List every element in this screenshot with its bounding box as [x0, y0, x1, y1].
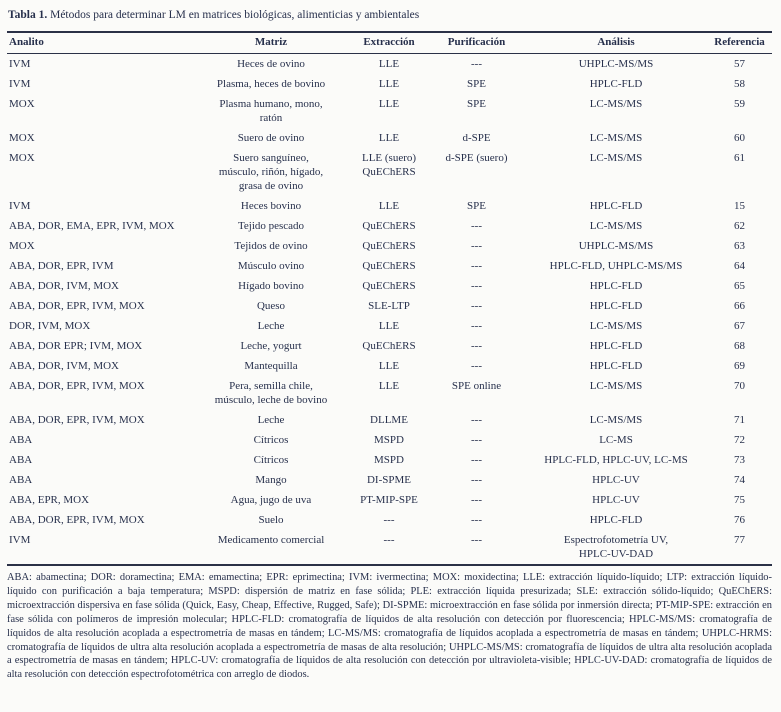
- cell-matriz: Hígado bovino: [238, 280, 304, 292]
- cell-extraccion: LLE: [378, 132, 400, 144]
- cell-analisis: LC-MS/MS: [589, 98, 643, 110]
- cell-analito: ABA, DOR, EPR, IVM, MOX: [9, 514, 145, 526]
- table-row: [7, 410, 772, 430]
- cell-matriz: Suelo: [258, 514, 284, 526]
- table-row: [7, 148, 772, 196]
- cell-extraccion: LLE: [378, 380, 400, 392]
- cell-analisis: LC-MS: [599, 434, 633, 446]
- cell-extraccion: SLE-LTP: [368, 300, 410, 312]
- cell-analisis: HPLC-FLD: [589, 300, 643, 312]
- cell-analito: ABA, DOR, EMA, EPR, IVM, MOX: [9, 220, 175, 232]
- cell-referencia: 70: [734, 380, 745, 392]
- cell-referencia: 61: [734, 152, 745, 164]
- col-header-extraccion: Extracción: [350, 32, 428, 54]
- table-title-text: Métodos para determinar LM en matrices biológicas, alimenticias y ambientales: [50, 9, 420, 21]
- cell-purificacion: d-SPE (suero): [445, 152, 508, 164]
- table-row: [7, 430, 772, 450]
- cell-referencia: 66: [734, 300, 745, 312]
- cell-purificacion: SPE: [467, 78, 486, 90]
- col-header-referencia: Referencia: [707, 32, 772, 54]
- cell-purificacion: ---: [471, 340, 482, 352]
- cell-matriz: Músculo ovino: [237, 260, 305, 272]
- cell-referencia: 60: [734, 132, 745, 144]
- cell-analisis: HPLC-FLD: [589, 78, 643, 90]
- cell-extraccion: LLE: [378, 98, 400, 110]
- col-header-analito: Analito: [7, 32, 192, 54]
- cell-matriz: Heces de ovino: [237, 58, 305, 70]
- cell-referencia: 69: [734, 360, 745, 372]
- cell-purificacion: d-SPE: [462, 132, 491, 144]
- cell-purificacion: ---: [471, 360, 482, 372]
- table-row: [7, 216, 772, 236]
- cell-matriz: Medicamento comercial: [217, 534, 325, 546]
- cell-analisis: Espectrofotometría UV, HPLC-UV-DAD: [563, 534, 669, 560]
- cell-purificacion: ---: [471, 494, 482, 506]
- cell-analisis: UHPLC-MS/MS: [578, 58, 654, 70]
- cell-matriz: Suero de ovino: [237, 132, 305, 144]
- cell-referencia: 63: [734, 240, 745, 252]
- cell-purificacion: ---: [471, 300, 482, 312]
- table-row: [7, 128, 772, 148]
- cell-purificacion: ---: [471, 58, 482, 70]
- cell-analisis: HPLC-UV: [592, 494, 640, 506]
- cell-analito: IVM: [9, 534, 31, 546]
- cell-analito: IVM: [9, 58, 31, 70]
- table-body: [7, 54, 772, 566]
- cell-matriz: Agua, jugo de uva: [230, 494, 312, 506]
- cell-purificacion: ---: [471, 260, 482, 272]
- col-header-matriz: Matriz: [192, 32, 350, 54]
- cell-purificacion: SPE: [467, 200, 486, 212]
- cell-extraccion: LLE: [378, 200, 400, 212]
- cell-analisis: UHPLC-MS/MS: [578, 240, 654, 252]
- cell-referencia: 75: [734, 494, 745, 506]
- cell-referencia: 58: [734, 78, 745, 90]
- table-row: [7, 450, 772, 470]
- cell-extraccion: QuEChERS: [362, 220, 416, 232]
- cell-analisis: HPLC-FLD: [589, 280, 643, 292]
- cell-analito: ABA, DOR, IVM, MOX: [9, 360, 120, 372]
- table-row: [7, 296, 772, 316]
- cell-analito: ABA, EPR, MOX: [9, 494, 90, 506]
- cell-purificacion: SPE online: [451, 380, 502, 392]
- cell-referencia: 76: [734, 514, 745, 526]
- cell-purificacion: ---: [471, 514, 482, 526]
- cell-analito: ABA: [9, 474, 33, 486]
- cell-analisis: HPLC-FLD: [589, 340, 643, 352]
- cell-extraccion: LLE (suero) QuEChERS: [361, 152, 417, 178]
- cell-referencia: 68: [734, 340, 745, 352]
- cell-purificacion: ---: [471, 534, 482, 546]
- table-row: [7, 54, 772, 75]
- cell-analisis: LC-MS/MS: [589, 380, 643, 392]
- cell-analito: ABA, DOR, EPR, IVM, MOX: [9, 300, 145, 312]
- cell-matriz: Mantequilla: [244, 360, 298, 372]
- cell-analito: ABA, DOR EPR; IVM, MOX: [9, 340, 143, 352]
- cell-purificacion: ---: [471, 280, 482, 292]
- cell-analisis: LC-MS/MS: [589, 414, 643, 426]
- cell-analito: MOX: [9, 98, 35, 110]
- cell-referencia: 67: [734, 320, 745, 332]
- cell-purificacion: ---: [471, 220, 482, 232]
- cell-analisis: HPLC-UV: [592, 474, 640, 486]
- table-head: [7, 32, 772, 54]
- cell-referencia: 73: [734, 454, 745, 466]
- cell-extraccion: LLE: [378, 78, 400, 90]
- cell-matriz: Tejido pescado: [237, 220, 305, 232]
- cell-extraccion: MSPD: [374, 434, 404, 446]
- cell-extraccion: QuEChERS: [362, 240, 416, 252]
- cell-analisis: HPLC-FLD: [589, 514, 643, 526]
- cell-matriz: Cítricos: [253, 434, 289, 446]
- cell-purificacion: ---: [471, 454, 482, 466]
- cell-referencia: 15: [734, 200, 745, 212]
- cell-extraccion: QuEChERS: [362, 260, 416, 272]
- cell-analito: MOX: [9, 152, 35, 164]
- cell-extraccion: LLE: [378, 58, 400, 70]
- cell-matriz: Leche, yogurt: [240, 340, 302, 352]
- cell-referencia: 74: [734, 474, 745, 486]
- cell-referencia: 72: [734, 434, 745, 446]
- cell-analisis: LC-MS/MS: [589, 320, 643, 332]
- cell-analito: MOX: [9, 132, 35, 144]
- cell-matriz: Pera, semilla chile, músculo, leche de bovino: [214, 380, 328, 406]
- cell-matriz: Mango: [255, 474, 287, 486]
- cell-matriz: Leche: [257, 320, 285, 332]
- cell-analito: MOX: [9, 240, 35, 252]
- col-header-purificacion: Purificación: [428, 32, 525, 54]
- cell-referencia: 57: [734, 58, 745, 70]
- cell-referencia: 64: [734, 260, 745, 272]
- cell-extraccion: MSPD: [374, 454, 404, 466]
- cell-analito: ABA: [9, 454, 33, 466]
- table-row: [7, 236, 772, 256]
- cell-analito: IVM: [9, 78, 31, 90]
- cell-extraccion: LLE: [378, 360, 400, 372]
- cell-analito: ABA: [9, 434, 33, 446]
- footnote: ABA: abamectina; DOR: doramectina; EMA: emamectina; EPR: eprimectina; IVM: ivermectina; MOX: moxidectina; LLE: extracción líquido-líquido; LTP: extracción líquido-líquido con purificación a baja temperatura; MSPD: dispersión de matriz en fase sólida; PLE: extracción líquida presurizada; SLE: extracción sólido-líquido; QuEChERS: microextracción dispersiva en fase sólida (Quick, Easy, Cheap, Effective, Rugged, Safe); DI-SPME: microextracción en fase sólida por inmersión directa; PT-MIP-SPE: extracción en fase sólida con polímeros de impresión molecular; HPLC-FLD: cromatografía de líquidos de alta resolución con detección por fluorescencia; HPLC-MS/MS: cromatografía de líquidos de alta resolución acoplada a espectrometría de masas en tándem; LC-MS/MS: cromatografía de líquidos acoplada a espectrometría de masas en tándem; UHPLC-HRMS: cromatografía de líquidos de ultra alta resolución acoplada a espectrometría de masas de alta resolución; UHPLC-MS/MS: cromatografía de líquidos de ultra alta resolución acoplada a espectrometría de masas en tándem; HPLC-UV: cromatografía de líquidos de alta resolución con detección por ultravioleta-visible; HPLC-UV-DAD: cromatografía de líquidos de alta resolución con detección espectrofotométrica con arreglo de diodos.: [7, 572, 772, 681]
- cell-referencia: 65: [734, 280, 745, 292]
- cell-matriz: Heces bovino: [240, 200, 302, 212]
- cell-extraccion: ---: [383, 534, 395, 546]
- cell-matriz: Plasma, heces de bovino: [216, 78, 326, 90]
- cell-analisis: HPLC-FLD: [589, 360, 643, 372]
- cell-purificacion: ---: [471, 240, 482, 252]
- cell-extraccion: QuEChERS: [362, 280, 416, 292]
- cell-analisis: LC-MS/MS: [589, 220, 643, 232]
- cell-referencia: 59: [734, 98, 745, 110]
- table-row: [7, 74, 772, 94]
- cell-analisis: HPLC-FLD, UHPLC-MS/MS: [549, 260, 683, 272]
- cell-purificacion: SPE: [467, 98, 486, 110]
- table-title: [8, 8, 772, 22]
- table-row: [7, 316, 772, 336]
- cell-purificacion: ---: [471, 434, 482, 446]
- cell-matriz: Queso: [256, 300, 286, 312]
- cell-analisis: HPLC-FLD, HPLC-UV, LC-MS: [544, 454, 688, 466]
- cell-analito: IVM: [9, 200, 31, 212]
- cell-analito: ABA, DOR, EPR, IVM, MOX: [9, 414, 145, 426]
- cell-referencia: 62: [734, 220, 745, 232]
- table-title-label: Tabla 1.: [8, 9, 48, 21]
- cell-purificacion: ---: [471, 414, 482, 426]
- table-row: [7, 336, 772, 356]
- table-row: [7, 94, 772, 128]
- table-row: [7, 530, 772, 565]
- table-row: [7, 490, 772, 510]
- cell-matriz: Tejidos de ovino: [234, 240, 308, 252]
- cell-extraccion: LLE: [378, 320, 400, 332]
- table-row: [7, 256, 772, 276]
- table-row: [7, 510, 772, 530]
- methods-table: [7, 31, 772, 566]
- cell-extraccion: PT-MIP-SPE: [360, 494, 418, 506]
- cell-extraccion: QuEChERS: [362, 340, 416, 352]
- cell-matriz: Suero sanguíneo, músculo, riñón, hígado, grasa de ovino: [218, 152, 324, 192]
- col-header-analisis: Análisis: [525, 32, 707, 54]
- cell-analito: ABA, DOR, EPR, IVM, MOX: [9, 380, 145, 392]
- cell-referencia: 71: [734, 414, 745, 426]
- table-row: [7, 196, 772, 216]
- table-row: [7, 470, 772, 490]
- cell-analisis: LC-MS/MS: [589, 132, 643, 144]
- cell-analito: ABA, DOR, EPR, IVM: [9, 260, 114, 272]
- header-row: [7, 32, 772, 54]
- cell-matriz: Cítricos: [253, 454, 289, 466]
- cell-purificacion: ---: [471, 320, 482, 332]
- cell-analito: DOR, IVM, MOX: [9, 320, 91, 332]
- cell-matriz: Plasma humano, mono, ratón: [219, 98, 323, 124]
- cell-matriz: Leche: [257, 414, 285, 426]
- cell-analito: ABA, DOR, IVM, MOX: [9, 280, 120, 292]
- cell-extraccion: DI-SPME: [366, 474, 411, 486]
- cell-analisis: LC-MS/MS: [589, 152, 643, 164]
- cell-extraccion: ---: [383, 514, 395, 526]
- table-row: [7, 356, 772, 376]
- table-row: [7, 276, 772, 296]
- cell-referencia: 77: [734, 534, 745, 546]
- table-row: [7, 376, 772, 410]
- cell-extraccion: DLLME: [370, 414, 408, 426]
- cell-purificacion: ---: [471, 474, 482, 486]
- cell-analisis: HPLC-FLD: [589, 200, 643, 212]
